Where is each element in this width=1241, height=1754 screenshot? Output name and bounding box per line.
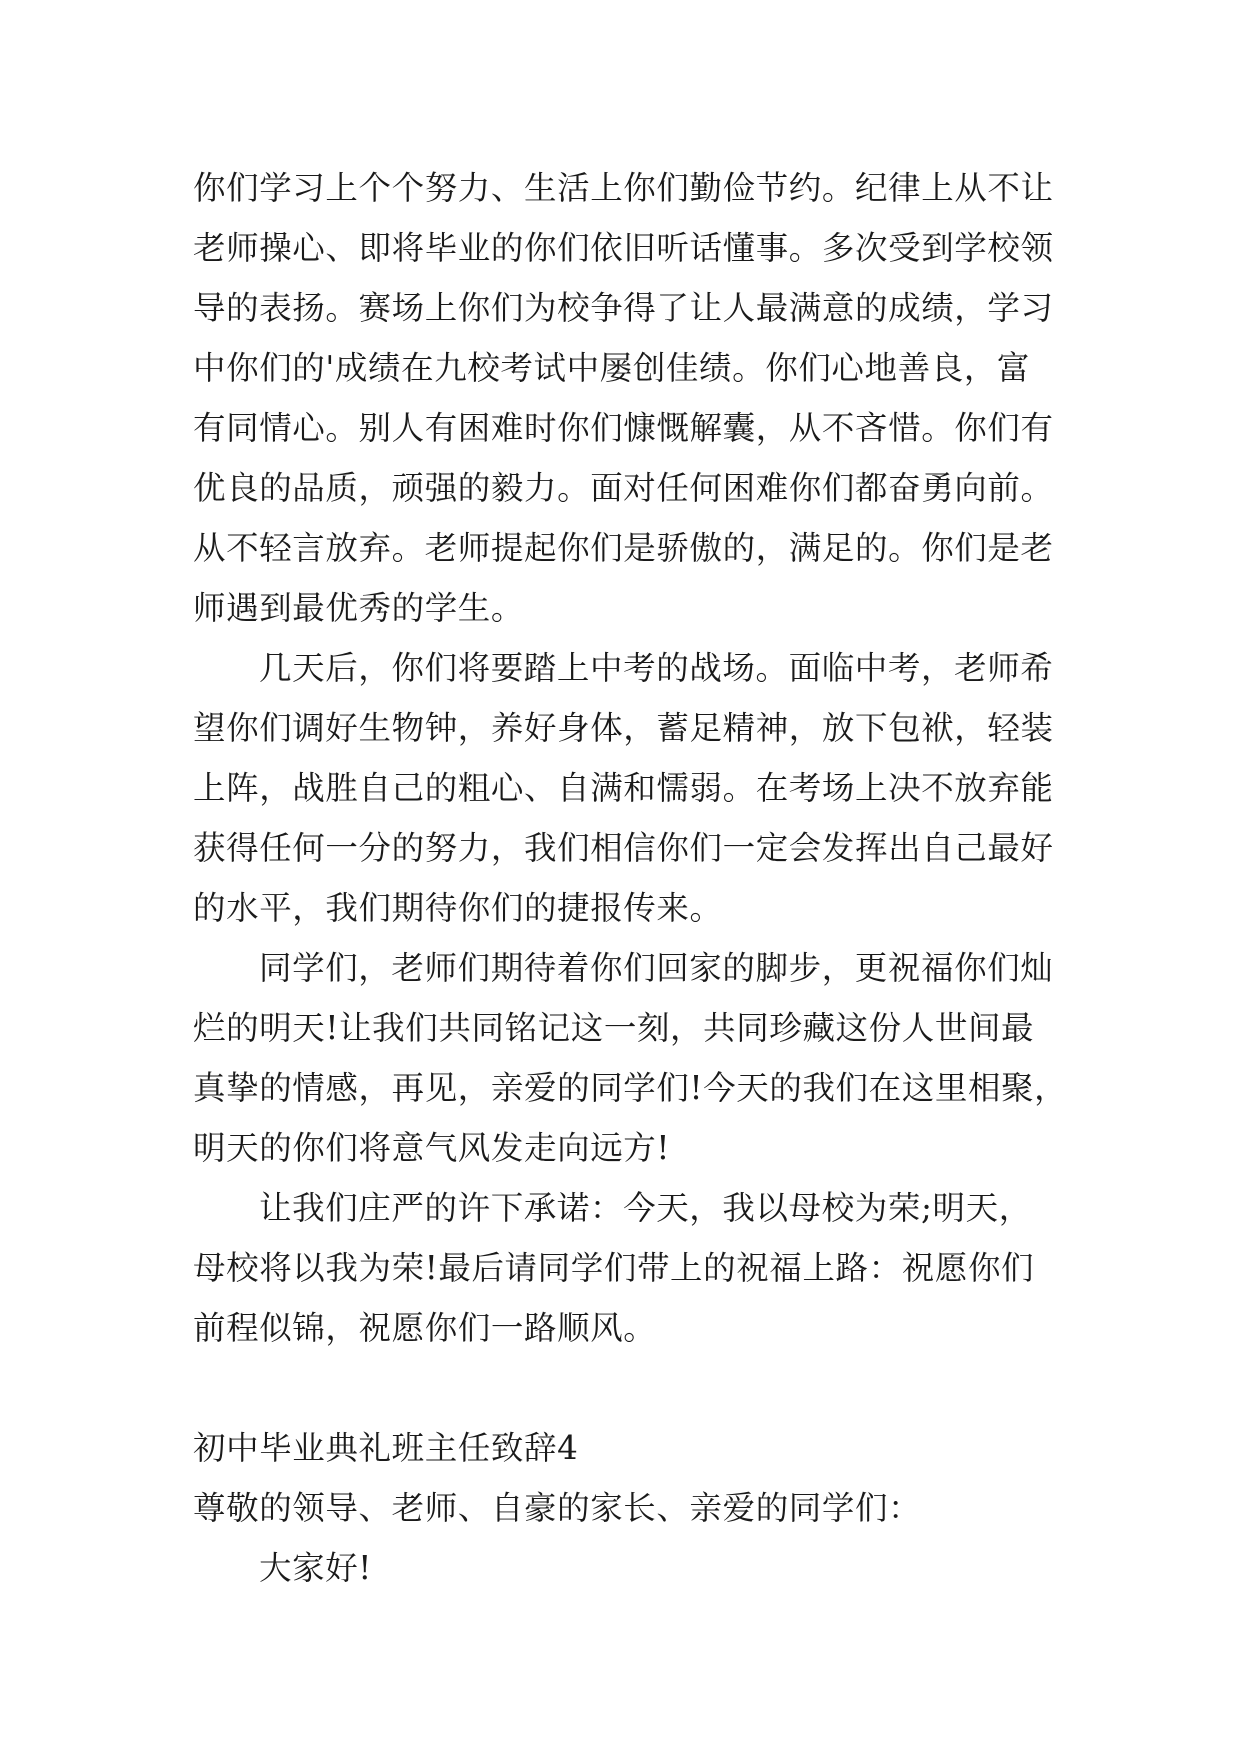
paragraph-line: 让我们庄严的许下承诺：今天，我以母校为荣;明天， xyxy=(259,1189,1032,1227)
paragraph-line: 真挚的情感，再见，亲爱的同学们!今天的我们在这里相聚， xyxy=(193,1069,1068,1107)
paragraph-line: 老师操心、即将毕业的你们依旧听话懂事。多次受到学校领 xyxy=(193,229,1054,267)
document-body xyxy=(193,158,1073,1598)
paragraph-line: 优良的品质，顽强的毅力。面对任何困难你们都奋勇向前。 xyxy=(193,469,1054,507)
paragraph-line: 从不轻言放弃。老师提起你们是骄傲的，满足的。你们是老 xyxy=(193,529,1054,567)
greeting: 大家好! xyxy=(259,1549,372,1587)
paragraph-line: 有同情心。别人有困难时你们慷慨解囊，从不吝惜。你们有 xyxy=(193,409,1054,447)
salutation: 尊敬的领导、老师、自豪的家长、亲爱的同学们： xyxy=(193,1489,922,1527)
paragraph-line: 师遇到最优秀的学生。 xyxy=(193,589,525,627)
paragraph-line: 同学们，老师们期待着你们回家的脚步，更祝福你们灿 xyxy=(259,949,1054,987)
paragraph-line: 母校将以我为荣!最后请同学们带上的祝福上路：祝愿你们 xyxy=(193,1249,1035,1287)
paragraph-line: 获得任何一分的努力，我们相信你们一定会发挥出自己最好 xyxy=(193,829,1054,867)
paragraph-line: 几天后，你们将要踏上中考的战场。面临中考，老师希 xyxy=(259,649,1054,687)
blank-line xyxy=(193,1358,1073,1418)
paragraph-line: 导的表扬。赛场上你们为校争得了让人最满意的成绩，学习 xyxy=(193,289,1054,327)
paragraph-line: 你们学习上个个努力、生活上你们勤俭节约。纪律上从不让 xyxy=(193,169,1054,207)
paragraph-line: 前程似锦，祝愿你们一路顺风。 xyxy=(193,1309,657,1347)
paragraph-line: 烂的明天!让我们共同铭记这一刻，共同珍藏这份人世间最 xyxy=(193,1009,1035,1047)
paragraph-line: 中你们的'成绩在九校考试中屡创佳绩。你们心地善良，富 xyxy=(193,349,1031,387)
paragraph-line: 望你们调好生物钟，养好身体，蓄足精神，放下包袱，轻装 xyxy=(193,709,1054,747)
paragraph-line: 的水平，我们期待你们的捷报传来。 xyxy=(193,889,723,927)
paragraph-line: 上阵，战胜自己的粗心、自满和懦弱。在考场上决不放弃能 xyxy=(193,769,1054,807)
paragraph-line: 明天的你们将意气风发走向远方! xyxy=(193,1129,671,1167)
section-title: 初中毕业典礼班主任致辞4 xyxy=(193,1429,579,1467)
